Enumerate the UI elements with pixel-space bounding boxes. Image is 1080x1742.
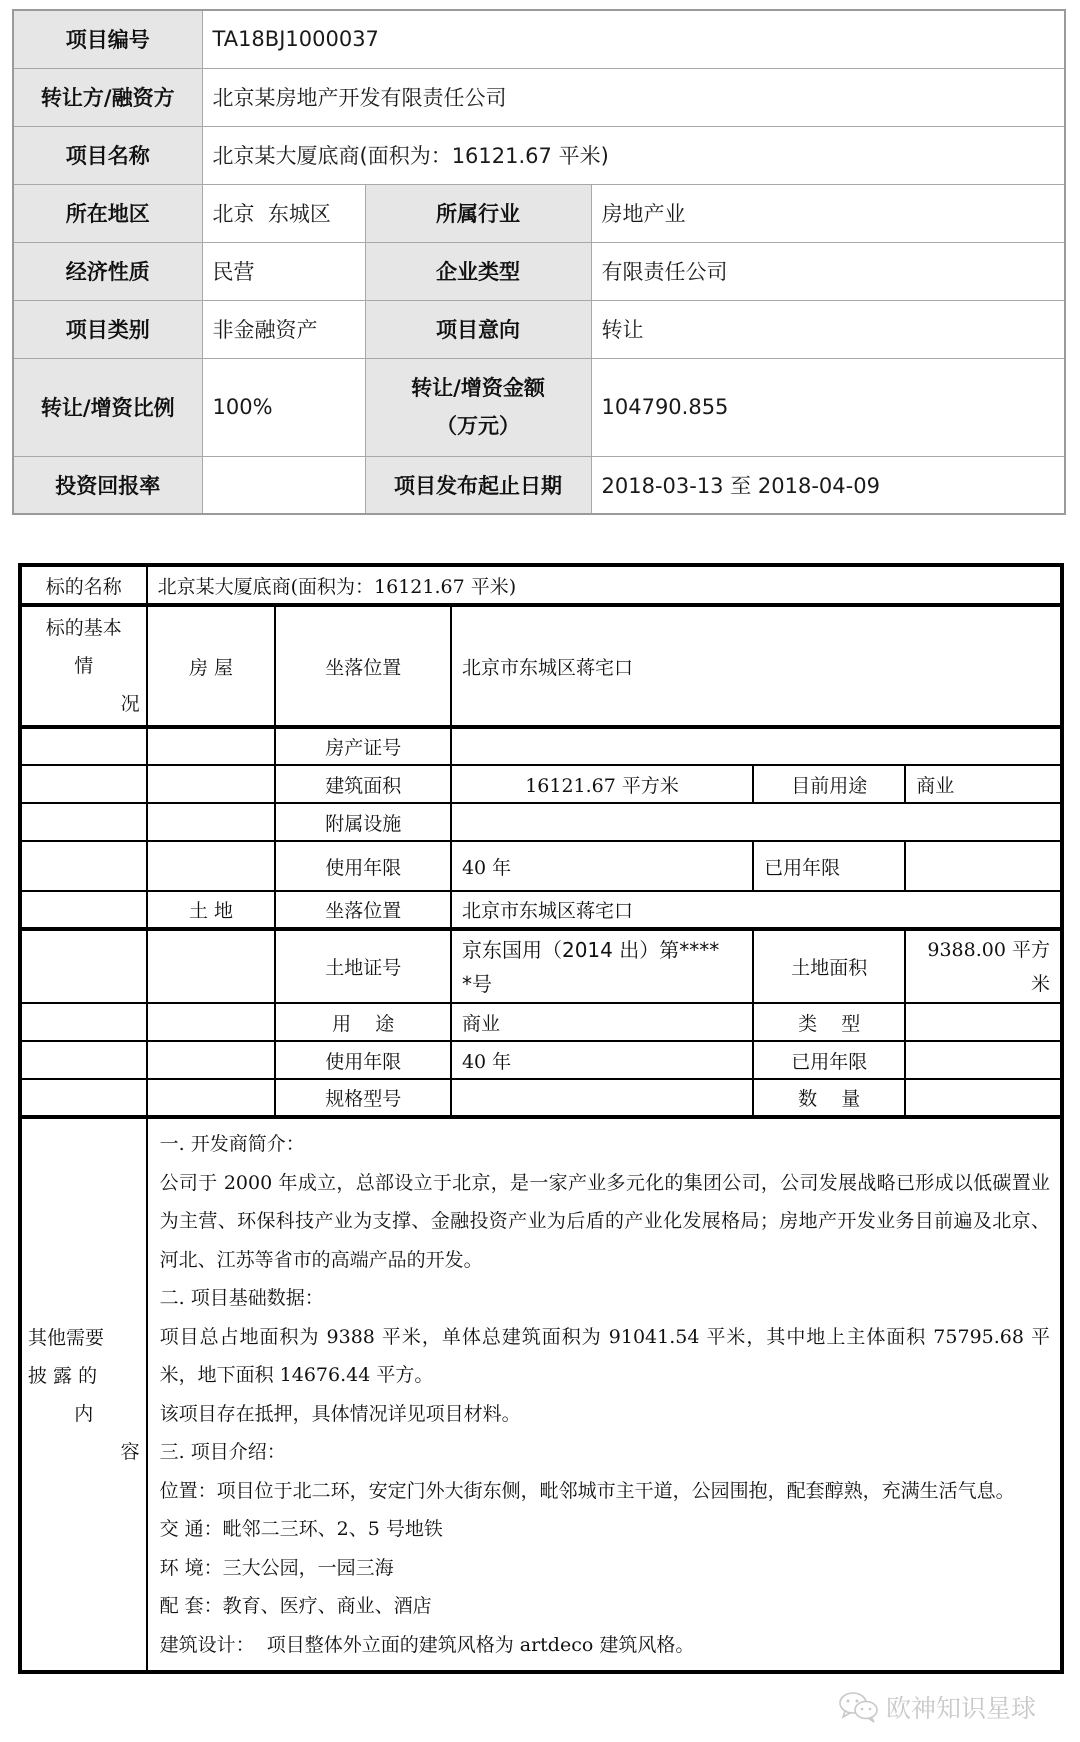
land-used-value xyxy=(905,1041,1062,1079)
empty-cell xyxy=(20,929,147,1003)
developer-intro-text: 公司于 2000 年成立，总部设立于北京，是一家产业多元化的集团公司，公司发展战略已形成以低碳置业为主营、环保科技产业为支撑、金融投资产业为后盾的产业化发展格局；房地产开发业务目前遍及北京、河北、江苏等省市的高端产品的开发。 xyxy=(159,1171,1050,1271)
company-type-value: 有限责任公司 xyxy=(591,242,1065,300)
land-cert-line2: *号 xyxy=(461,971,492,996)
house-used-value xyxy=(905,841,1062,891)
basic-data-text: 项目总占地面积为 9388 平米，单体总建筑面积为 91041.54 平米，其中地上主体面积 75795.68 平米，地下面积 14676.44 平方。 xyxy=(159,1325,1050,1386)
roi-value xyxy=(202,456,365,514)
empty-cell xyxy=(147,727,276,765)
detail-row-house-location xyxy=(20,605,1062,727)
economy-value: 民营 xyxy=(202,242,365,300)
detail-row-house-life xyxy=(20,841,1062,891)
land-cert-label: 土地证号 xyxy=(275,929,451,1003)
house-location-value: 北京市东城区蒋宅口 xyxy=(451,605,1062,727)
current-use-label: 目前用途 xyxy=(753,765,905,803)
land-area-value xyxy=(905,929,1062,1003)
detail-row-land-location xyxy=(20,891,1062,929)
detail-row-house-area xyxy=(20,765,1062,803)
land-area-line2: 米 xyxy=(1030,972,1050,995)
period-value: 2018-03-13 至 2018-04-09 xyxy=(591,456,1065,514)
empty-cell xyxy=(20,765,147,803)
empty-cell xyxy=(20,803,147,841)
wechat-icon xyxy=(838,1690,880,1724)
land-location-label: 坐落位置 xyxy=(275,891,451,929)
target-name-value: 北京某大厦底商(面积为：16121.67 平米) xyxy=(147,565,1062,605)
land-area-line1: 9388.00 平方 xyxy=(927,938,1050,961)
category-label: 项目类别 xyxy=(13,300,202,358)
house-location-label: 坐落位置 xyxy=(275,605,451,727)
basic-info-label xyxy=(20,605,147,727)
detail-row-land-use xyxy=(20,1003,1062,1041)
detail-row-house-facilities xyxy=(20,803,1062,841)
amount-label xyxy=(365,358,591,456)
project-name-value: 北京某大厦底商(面积为：16121.67 平米) xyxy=(202,126,1065,184)
qty-value xyxy=(905,1079,1062,1117)
land-life-value: 40 年 xyxy=(451,1041,753,1079)
location-text: 位置：项目位于北二环，安定门外大街东侧，毗邻城市主干道，公园围抱，配套醇熟，充满生活气息。 xyxy=(159,1479,1015,1502)
land-cert-line1: 京东国用（2014 出）第**** xyxy=(461,937,720,962)
detail-row-land-cert xyxy=(20,929,1062,1003)
summary-row-category xyxy=(13,300,1065,358)
other-label-line1: 其他需要 xyxy=(28,1326,105,1349)
house-life-label: 使用年限 xyxy=(275,841,451,891)
period-label: 项目发布起止日期 xyxy=(365,456,591,514)
other-label-line3: 内 xyxy=(74,1402,94,1425)
land-use-value: 商业 xyxy=(451,1003,753,1041)
mortgage-note: 该项目存在抵押，具体情况详见项目材料。 xyxy=(159,1402,521,1425)
qty-label: 数 量 xyxy=(753,1079,905,1117)
section-developer-heading: 一. 开发商简介： xyxy=(159,1133,305,1155)
house-label: 房 屋 xyxy=(147,605,276,727)
other-label-line4: 容 xyxy=(120,1440,140,1463)
transferor-value: 北京某房地产开发有限责任公司 xyxy=(202,68,1065,126)
spec-value xyxy=(451,1079,753,1117)
detail-row-other-disclosure xyxy=(20,1117,1062,1672)
empty-cell xyxy=(20,727,147,765)
summary-row-ratio xyxy=(13,358,1065,456)
land-area-label: 土地面积 xyxy=(753,929,905,1003)
empty-cell xyxy=(147,841,276,891)
section-basic-data-heading: 二. 项目基础数据： xyxy=(159,1287,324,1309)
detail-row-house-cert xyxy=(20,727,1062,765)
detail-row-target-name xyxy=(20,565,1062,605)
empty-cell xyxy=(20,1041,147,1079)
summary-row-project-no xyxy=(13,10,1065,68)
empty-cell xyxy=(20,891,147,929)
amenities-text: 配 套：教育、医疗、商业、酒店 xyxy=(159,1595,432,1617)
project-summary-table xyxy=(12,9,1066,515)
empty-cell xyxy=(20,1003,147,1041)
land-type-label: 类 型 xyxy=(753,1003,905,1041)
region-label: 所在地区 xyxy=(13,184,202,242)
land-cert-value xyxy=(451,929,753,1003)
basic-info-label-line3: 况 xyxy=(120,693,140,715)
land-location-value: 北京市东城区蒋宅口 xyxy=(451,891,1062,929)
watermark-text: 欧神知识星球 xyxy=(886,1694,1037,1723)
empty-cell xyxy=(147,1041,276,1079)
house-area-value: 16121.67 平方米 xyxy=(451,765,753,803)
land-life-label: 使用年限 xyxy=(275,1041,451,1079)
facilities-value xyxy=(451,803,1062,841)
empty-cell xyxy=(147,1003,276,1041)
house-used-label: 已用年限 xyxy=(753,841,905,891)
transferor-label: 转让方/融资方 xyxy=(13,68,202,126)
intent-label: 项目意向 xyxy=(365,300,591,358)
basic-info-label-line2: 情 xyxy=(74,655,94,677)
land-label: 土 地 xyxy=(147,891,276,929)
section-project-intro-heading: 三. 项目介绍： xyxy=(159,1441,286,1463)
ratio-label: 转让/增资比例 xyxy=(13,358,202,456)
detail-row-spec xyxy=(20,1079,1062,1117)
summary-row-transferor xyxy=(13,68,1065,126)
land-type-value xyxy=(905,1003,1062,1041)
target-name-label: 标的名称 xyxy=(20,565,147,605)
ratio-value: 100% xyxy=(202,358,365,456)
amount-label-line1: 转让/增资金额 xyxy=(411,376,545,400)
empty-cell xyxy=(147,765,276,803)
house-area-label: 建筑面积 xyxy=(275,765,451,803)
roi-label: 投资回报率 xyxy=(13,456,202,514)
summary-row-economy xyxy=(13,242,1065,300)
project-no-label: 项目编号 xyxy=(13,10,202,68)
house-life-value: 40 年 xyxy=(451,841,753,891)
land-used-label: 已用年限 xyxy=(753,1041,905,1079)
empty-cell xyxy=(147,929,276,1003)
land-use-label: 用 途 xyxy=(275,1003,451,1041)
region-value: 北京 东城区 xyxy=(202,184,365,242)
company-type-label: 企业类型 xyxy=(365,242,591,300)
industry-label: 所属行业 xyxy=(365,184,591,242)
amount-label-line2: （万元） xyxy=(436,414,520,438)
asset-detail-table xyxy=(18,563,1064,1674)
facilities-label: 附属设施 xyxy=(275,803,451,841)
other-disclosure-content xyxy=(147,1117,1062,1672)
summary-row-roi xyxy=(13,456,1065,514)
spec-label: 规格型号 xyxy=(275,1079,451,1117)
industry-value: 房地产业 xyxy=(591,184,1065,242)
empty-cell xyxy=(147,803,276,841)
other-disclosure-label xyxy=(20,1117,147,1672)
category-value: 非金融资产 xyxy=(202,300,365,358)
amount-value: 104790.855 xyxy=(591,358,1065,456)
empty-cell xyxy=(147,1079,276,1117)
current-use-value: 商业 xyxy=(905,765,1062,803)
detail-row-land-life xyxy=(20,1041,1062,1079)
transport-text: 交 通：毗邻二三环、2、5 号地铁 xyxy=(159,1518,443,1540)
other-label-line2: 披 露 的 xyxy=(28,1364,98,1387)
watermark xyxy=(838,1687,1036,1727)
empty-cell xyxy=(20,841,147,891)
house-cert-label: 房产证号 xyxy=(275,727,451,765)
summary-row-region xyxy=(13,184,1065,242)
project-no-value: TA18BJ1000037 xyxy=(202,10,1065,68)
empty-cell xyxy=(20,1079,147,1117)
intent-value: 转让 xyxy=(591,300,1065,358)
summary-row-project-name xyxy=(13,126,1065,184)
economy-label: 经济性质 xyxy=(13,242,202,300)
basic-info-label-line1: 标的基本 xyxy=(45,617,122,639)
architecture-text: 建筑设计： 项目整体外立面的建筑风格为 artdeco 建筑风格。 xyxy=(159,1633,695,1656)
environment-text: 环 境：三大公园，一园三海 xyxy=(159,1556,394,1579)
project-name-label: 项目名称 xyxy=(13,126,202,184)
house-cert-value xyxy=(451,727,1062,765)
